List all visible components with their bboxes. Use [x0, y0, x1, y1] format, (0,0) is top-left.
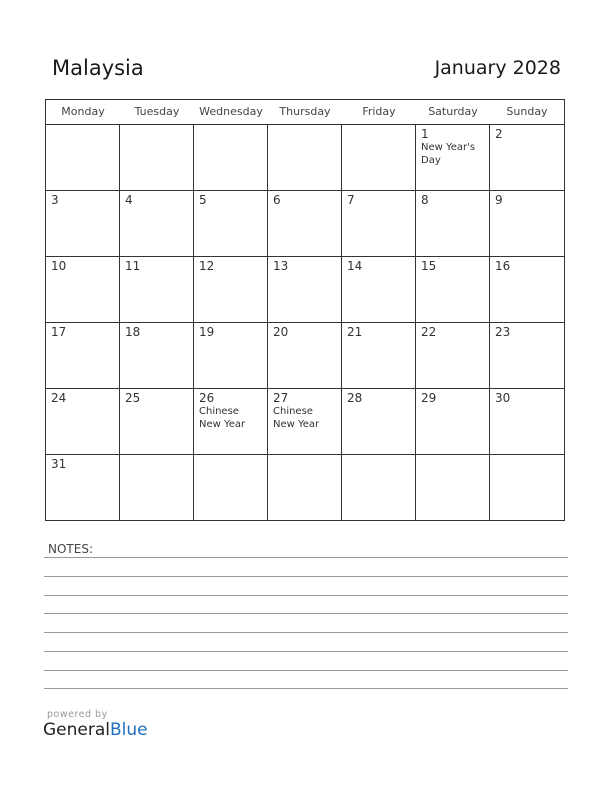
day-cell[interactable] — [46, 125, 120, 190]
day-cell[interactable] — [120, 455, 194, 520]
weeks-container — [46, 125, 564, 520]
day-cell[interactable] — [416, 191, 490, 256]
week-row — [46, 191, 564, 257]
calendar-grid — [45, 99, 565, 521]
week-row — [46, 323, 564, 389]
day-number: 24 — [51, 391, 67, 405]
brand-name-part1: General — [43, 720, 110, 740]
holiday-label: Chinese — [273, 406, 313, 417]
notes-label: NOTES: — [48, 542, 93, 556]
day-number: 10 — [51, 259, 67, 273]
day-cell[interactable] — [342, 191, 416, 256]
holiday-label: New Year — [199, 419, 246, 430]
day-number: 4 — [125, 193, 133, 207]
day-cell[interactable] — [46, 455, 120, 520]
day-cell[interactable] — [490, 455, 564, 520]
day-cell[interactable] — [342, 455, 416, 520]
day-number: 17 — [51, 325, 67, 339]
day-number: 16 — [495, 259, 511, 273]
day-number: 9 — [495, 193, 503, 207]
month-year-title: January 2028 — [434, 57, 561, 79]
week-row — [46, 389, 564, 455]
day-number: 20 — [273, 325, 289, 339]
weekday-label: Sunday — [506, 105, 548, 118]
day-cell[interactable] — [194, 389, 268, 454]
weekday-label: Thursday — [279, 105, 331, 118]
day-number: 7 — [347, 193, 355, 207]
brand-logo[interactable] — [43, 720, 148, 740]
day-cell[interactable] — [342, 257, 416, 322]
day-number: 19 — [199, 325, 215, 339]
day-number: 2 — [495, 127, 503, 141]
day-number: 30 — [495, 391, 511, 405]
note-line[interactable] — [44, 595, 568, 596]
day-cell[interactable] — [120, 389, 194, 454]
country-title: Malaysia — [52, 56, 144, 80]
day-number: 25 — [125, 391, 141, 405]
day-number: 1 — [421, 127, 429, 141]
day-number: 26 — [199, 391, 215, 405]
note-line[interactable] — [44, 688, 568, 689]
day-cell[interactable] — [268, 257, 342, 322]
day-number: 13 — [273, 259, 289, 273]
day-cell[interactable] — [194, 257, 268, 322]
day-number: 27 — [273, 391, 289, 405]
day-cell[interactable] — [490, 323, 564, 388]
day-cell[interactable] — [268, 323, 342, 388]
day-cell[interactable] — [46, 323, 120, 388]
weekday-label: Tuesday — [134, 105, 180, 118]
day-cell[interactable] — [490, 389, 564, 454]
day-number: 23 — [495, 325, 511, 339]
day-number: 3 — [51, 193, 59, 207]
week-row — [46, 125, 564, 191]
day-cell[interactable] — [416, 455, 490, 520]
holiday-label: New Year — [273, 419, 320, 430]
day-cell[interactable] — [120, 323, 194, 388]
holiday-label: Chinese — [199, 406, 239, 417]
day-cell[interactable] — [416, 257, 490, 322]
note-line[interactable] — [44, 613, 568, 614]
day-number: 12 — [199, 259, 215, 273]
weekday-label: Monday — [61, 105, 105, 118]
day-cell[interactable] — [194, 323, 268, 388]
day-cell[interactable] — [194, 191, 268, 256]
week-row — [46, 455, 564, 520]
day-cell[interactable] — [490, 257, 564, 322]
day-cell[interactable] — [46, 389, 120, 454]
weekday-label: Wednesday — [199, 105, 263, 118]
note-line[interactable] — [44, 557, 568, 558]
weekday-header — [46, 100, 564, 125]
day-number: 28 — [347, 391, 363, 405]
day-number: 29 — [421, 391, 437, 405]
weekday-label: Saturday — [428, 105, 478, 118]
day-cell[interactable] — [46, 257, 120, 322]
holiday-label: Day — [421, 155, 441, 166]
day-cell[interactable] — [342, 389, 416, 454]
day-cell[interactable] — [46, 191, 120, 256]
day-cell[interactable] — [416, 323, 490, 388]
day-cell[interactable] — [416, 125, 490, 190]
day-number: 5 — [199, 193, 207, 207]
note-line[interactable] — [44, 651, 568, 652]
note-line[interactable] — [44, 632, 568, 633]
day-cell[interactable] — [120, 125, 194, 190]
week-row — [46, 257, 564, 323]
day-number: 18 — [125, 325, 141, 339]
powered-by-text: powered by — [47, 709, 108, 720]
day-number: 8 — [421, 193, 429, 207]
day-number: 21 — [347, 325, 363, 339]
brand-name-part2: Blue — [110, 720, 148, 740]
day-cell[interactable] — [416, 389, 490, 454]
day-cell[interactable] — [342, 125, 416, 190]
day-cell[interactable] — [120, 257, 194, 322]
day-number: 6 — [273, 193, 281, 207]
day-cell[interactable] — [268, 455, 342, 520]
day-number: 31 — [51, 457, 67, 471]
day-cell[interactable] — [268, 389, 342, 454]
day-cell[interactable] — [342, 323, 416, 388]
holiday-label: New Year's — [421, 142, 476, 153]
day-number: 22 — [421, 325, 437, 339]
day-cell[interactable] — [194, 455, 268, 520]
day-number: 15 — [421, 259, 437, 273]
note-line[interactable] — [44, 670, 568, 671]
day-number: 14 — [347, 259, 363, 273]
day-cell[interactable] — [268, 191, 342, 256]
note-line[interactable] — [44, 576, 568, 577]
weekday-label: Friday — [362, 105, 396, 118]
day-cell[interactable] — [268, 125, 342, 190]
day-cell[interactable] — [490, 125, 564, 190]
day-number: 11 — [125, 259, 141, 273]
day-cell[interactable] — [194, 125, 268, 190]
day-cell[interactable] — [120, 191, 194, 256]
day-cell[interactable] — [490, 191, 564, 256]
